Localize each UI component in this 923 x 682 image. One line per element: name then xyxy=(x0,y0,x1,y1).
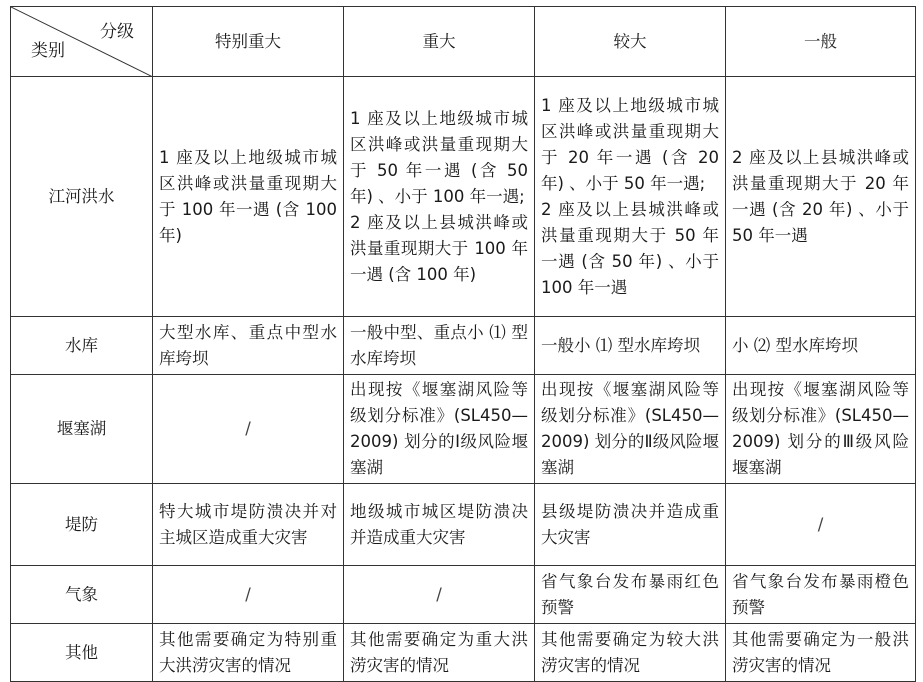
table-cell: 其他需要确定为特别重大洪涝灾害的情况 xyxy=(153,624,344,682)
table-row xyxy=(11,375,916,484)
table-cell-empty: / xyxy=(153,566,344,624)
header-level-4: 一般 xyxy=(726,7,916,77)
flood-disaster-classification-table xyxy=(10,6,916,682)
table-row xyxy=(11,566,916,624)
table-cell-empty: / xyxy=(726,484,916,566)
table-cell-empty: / xyxy=(153,375,344,484)
row-category: 堰塞湖 xyxy=(11,375,153,484)
table-cell: 出现按《堰塞湖风险等级划分标准》(SL450—2009) 划分的Ⅲ级风险堰塞湖 xyxy=(726,375,916,484)
header-row xyxy=(11,7,916,77)
table-row xyxy=(11,77,916,317)
table-cell: 其他需要确定为较大洪涝灾害的情况 xyxy=(535,624,726,682)
cell-line: 2 座及以上县城洪峰或洪量重现期大于 50 年一遇 (含 50 年) 、小于 100 年一遇 xyxy=(541,199,719,297)
row-category: 江河洪水 xyxy=(11,77,153,317)
row-category: 水库 xyxy=(11,317,153,375)
flood-disaster-classification-table-wrapper xyxy=(10,6,915,682)
cell-line: 1 座及以上地级城市城区洪峰或洪量重现期大于 50 年一遇 (含 50 年) 、小于 100 年一遇; xyxy=(350,108,528,206)
table-cell: 特大城市堤防溃决并对主城区造成重大灾害 xyxy=(153,484,344,566)
table-cell: 出现按《堰塞湖风险等级划分标准》(SL450—2009) 划分的Ⅰ级风险堰塞湖 xyxy=(344,375,535,484)
table-cell: 一般中型、重点小 ⑴ 型水库垮坝 xyxy=(344,317,535,375)
table-cell: 县级堤防溃决并造成重大灾害 xyxy=(535,484,726,566)
table-cell: 大型水库、重点中型水库垮坝 xyxy=(153,317,344,375)
header-level-2: 重大 xyxy=(344,7,535,77)
table-cell: 2 座及以上县城洪峰或洪量重现期大于 20 年一遇 (含 20 年) 、小于 50 年一遇 xyxy=(726,77,916,317)
table-cell: 地级城市城区堤防溃决并造成重大灾害 xyxy=(344,484,535,566)
cell-paragraph xyxy=(350,106,528,288)
table-cell: 出现按《堰塞湖风险等级划分标准》(SL450—2009) 划分的Ⅱ级风险堰塞湖 xyxy=(535,375,726,484)
header-level-3: 较大 xyxy=(535,7,726,77)
table-cell: 其他需要确定为一般洪涝灾害的情况 xyxy=(726,624,916,682)
table-cell: 小 ⑵ 型水库垮坝 xyxy=(726,317,916,375)
corner-category-label: 类别 xyxy=(31,41,65,61)
row-category: 其他 xyxy=(11,624,153,682)
corner-level-label: 分级 xyxy=(100,22,134,42)
table-cell: 其他需要确定为重大洪涝灾害的情况 xyxy=(344,624,535,682)
row-category: 气象 xyxy=(11,566,153,624)
table-cell xyxy=(535,77,726,317)
header-corner-cell xyxy=(11,7,153,77)
header-level-1: 特别重大 xyxy=(153,7,344,77)
table-row xyxy=(11,317,916,375)
row-category: 堤防 xyxy=(11,484,153,566)
table-cell xyxy=(344,77,535,317)
table-body xyxy=(11,77,916,682)
cell-paragraph xyxy=(541,93,719,301)
cell-line: 1 座及以上地级城市城区洪峰或洪量重现期大于 20 年一遇 (含 20 年) 、小于 50 年一遇; xyxy=(541,95,719,193)
table-row xyxy=(11,624,916,682)
table-row xyxy=(11,484,916,566)
table-cell: 一般小 ⑴ 型水库垮坝 xyxy=(535,317,726,375)
table-cell: 省气象台发布暴雨红色预警 xyxy=(535,566,726,624)
table-cell: 1 座及以上地级城市城区洪峰或洪量重现期大于 100 年一遇 (含 100 年) xyxy=(153,77,344,317)
table-cell: 省气象台发布暴雨橙色预警 xyxy=(726,566,916,624)
cell-line: 2 座及以上县城洪峰或洪量重现期大于 100 年一遇 (含 100 年) xyxy=(350,212,528,284)
table-cell-empty: / xyxy=(344,566,535,624)
